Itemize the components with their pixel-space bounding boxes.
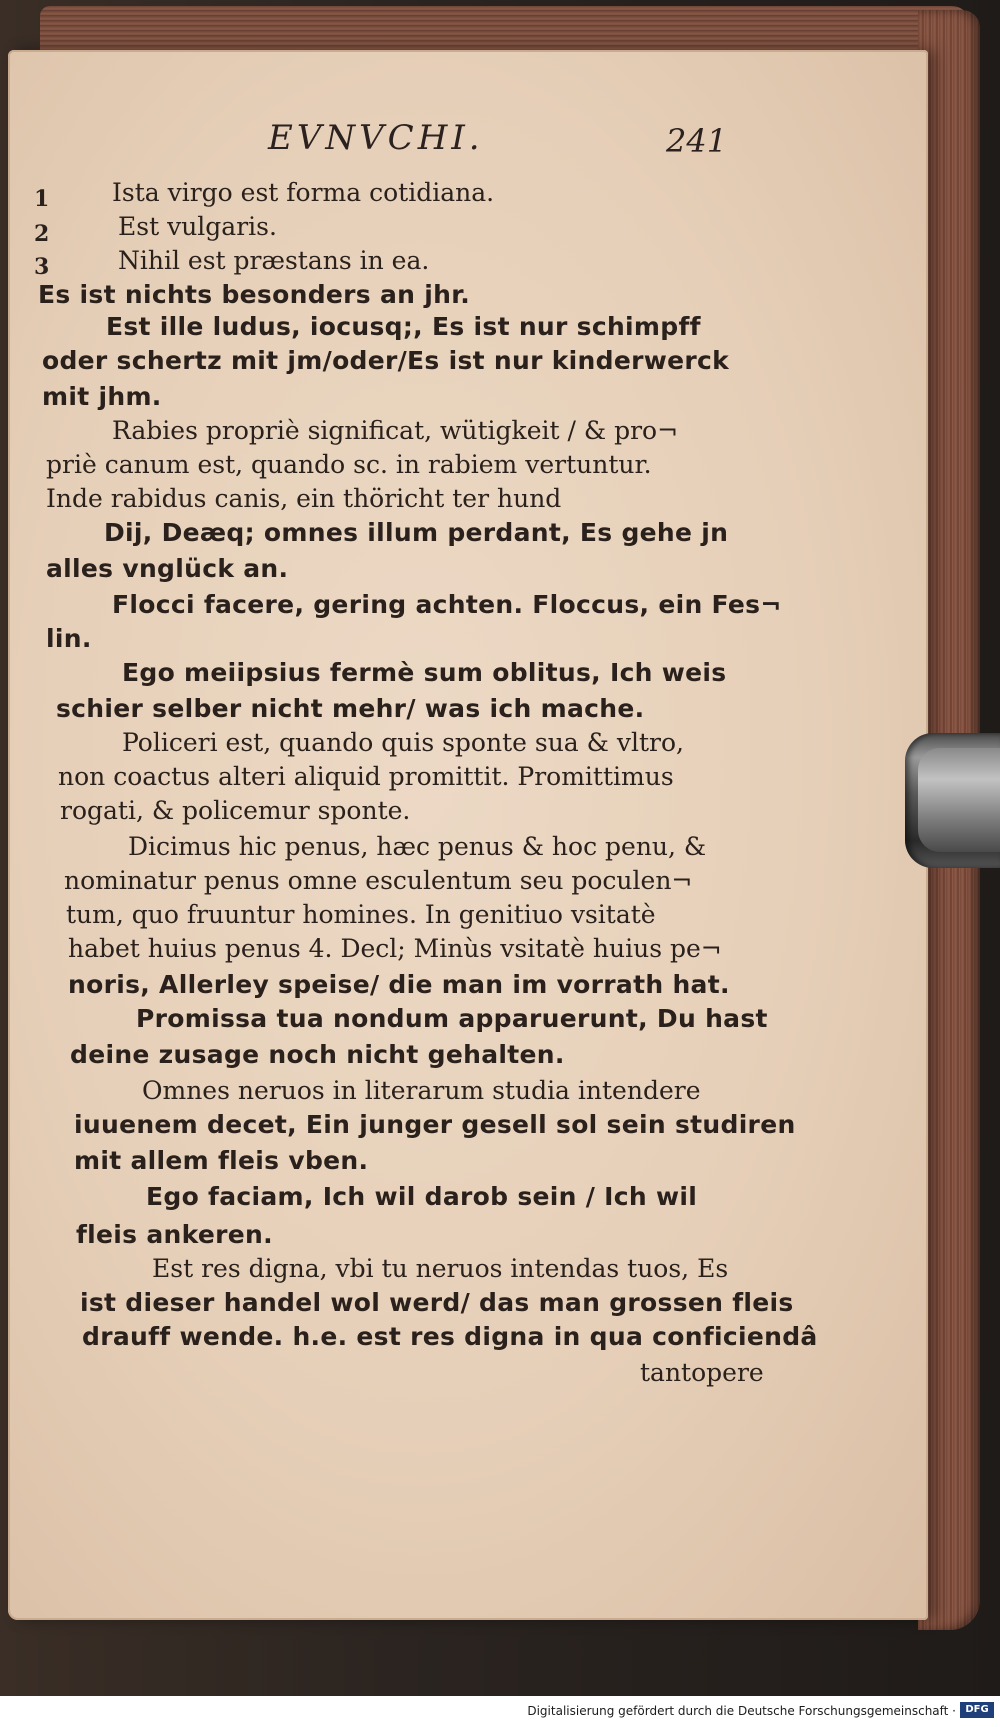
text-line: Est res digna, vbi tu neruos intendas tuos, Es	[152, 1254, 729, 1283]
text-line: tantopere	[640, 1358, 764, 1387]
text-line: Nihil est præstans in ea.	[118, 246, 430, 275]
running-head: EVNVCHI.	[268, 118, 484, 158]
text-line: drauff wende. h.e. est res digna in qua conficiendâ	[82, 1322, 818, 1351]
text-line: Omnes neruos in literarum studia intendere	[142, 1076, 701, 1105]
dfg-logo: DFG	[960, 1702, 994, 1718]
text-line: nominatur penus omne esculentum seu poculen¬	[64, 866, 693, 895]
text-line: Est vulgaris.	[118, 212, 277, 241]
margin-number: 1	[34, 186, 50, 212]
text-line: habet huius penus 4. Decl; Minùs vsitatè huius pe¬	[68, 934, 722, 963]
text-line: Policeri est, quando quis sponte sua & vltro,	[122, 728, 684, 757]
text-line: rogati, & policemur sponte.	[60, 796, 411, 825]
text-line: tum, quo fruuntur homines. In genitiuo vsitatè	[66, 900, 656, 929]
text-line: Dicimus hic penus, hæc penus & hoc penu, &	[128, 832, 707, 861]
text-line: ist dieser handel wol werd/ das man grossen fleis	[80, 1288, 794, 1317]
page-number: 241	[666, 122, 728, 160]
text-line: noris, Allerley speise/ die man im vorrath hat.	[68, 970, 730, 999]
text-line: Ego faciam, Ich wil darob sein / Ich wil	[146, 1182, 698, 1211]
margin-number: 2	[34, 221, 50, 247]
text-line: priè canum est, quando sc. in rabiem vertuntur.	[46, 450, 652, 479]
book-top-edge	[40, 6, 970, 50]
text-line: Promissa tua nondum apparuerunt, Du hast	[136, 1004, 768, 1033]
text-line: schier selber nicht mehr/ was ich mache.	[56, 694, 645, 723]
text-line: iuuenem decet, Ein junger gesell sol sein studiren	[74, 1110, 796, 1139]
text-line: Ista virgo est forma cotidiana.	[112, 178, 495, 207]
text-line: Inde rabidus canis, ein thöricht ter hund	[46, 484, 562, 513]
funding-notice: Digitalisierung gefördert durch die Deutsche Forschungsgemeinschaft ·	[527, 1704, 956, 1718]
text-line: Rabies propriè significat, wütigkeit / & pro¬	[112, 416, 679, 445]
text-line: oder schertz mit jm/oder/Es ist nur kinderwerck	[42, 346, 730, 375]
text-line: lin.	[46, 624, 92, 653]
text-line: Ego meiipsius fermè sum oblitus, Ich weis	[122, 658, 727, 687]
text-line: deine zusage noch nicht gehalten.	[70, 1040, 565, 1069]
text-line: non coactus alteri aliquid promittit. Promittimus	[58, 762, 674, 791]
text-line: Dij, Deæq; omnes illum perdant, Es gehe jn	[104, 518, 729, 547]
margin-number: 3	[34, 254, 50, 280]
text-line: Est ille ludus, iocusq;, Es ist nur schimpff	[106, 312, 701, 341]
text-line: alles vnglück an.	[46, 554, 289, 583]
text-line: fleis ankeren.	[76, 1220, 273, 1249]
page-clip-highlight	[918, 748, 1000, 852]
text-line: mit allem fleis vben.	[74, 1146, 369, 1175]
text-line: Es ist nichts besonders an jhr.	[38, 280, 471, 309]
text-line: Flocci facere, gering achten. Floccus, ein Fes¬	[112, 590, 782, 619]
text-line: mit jhm.	[42, 382, 162, 411]
